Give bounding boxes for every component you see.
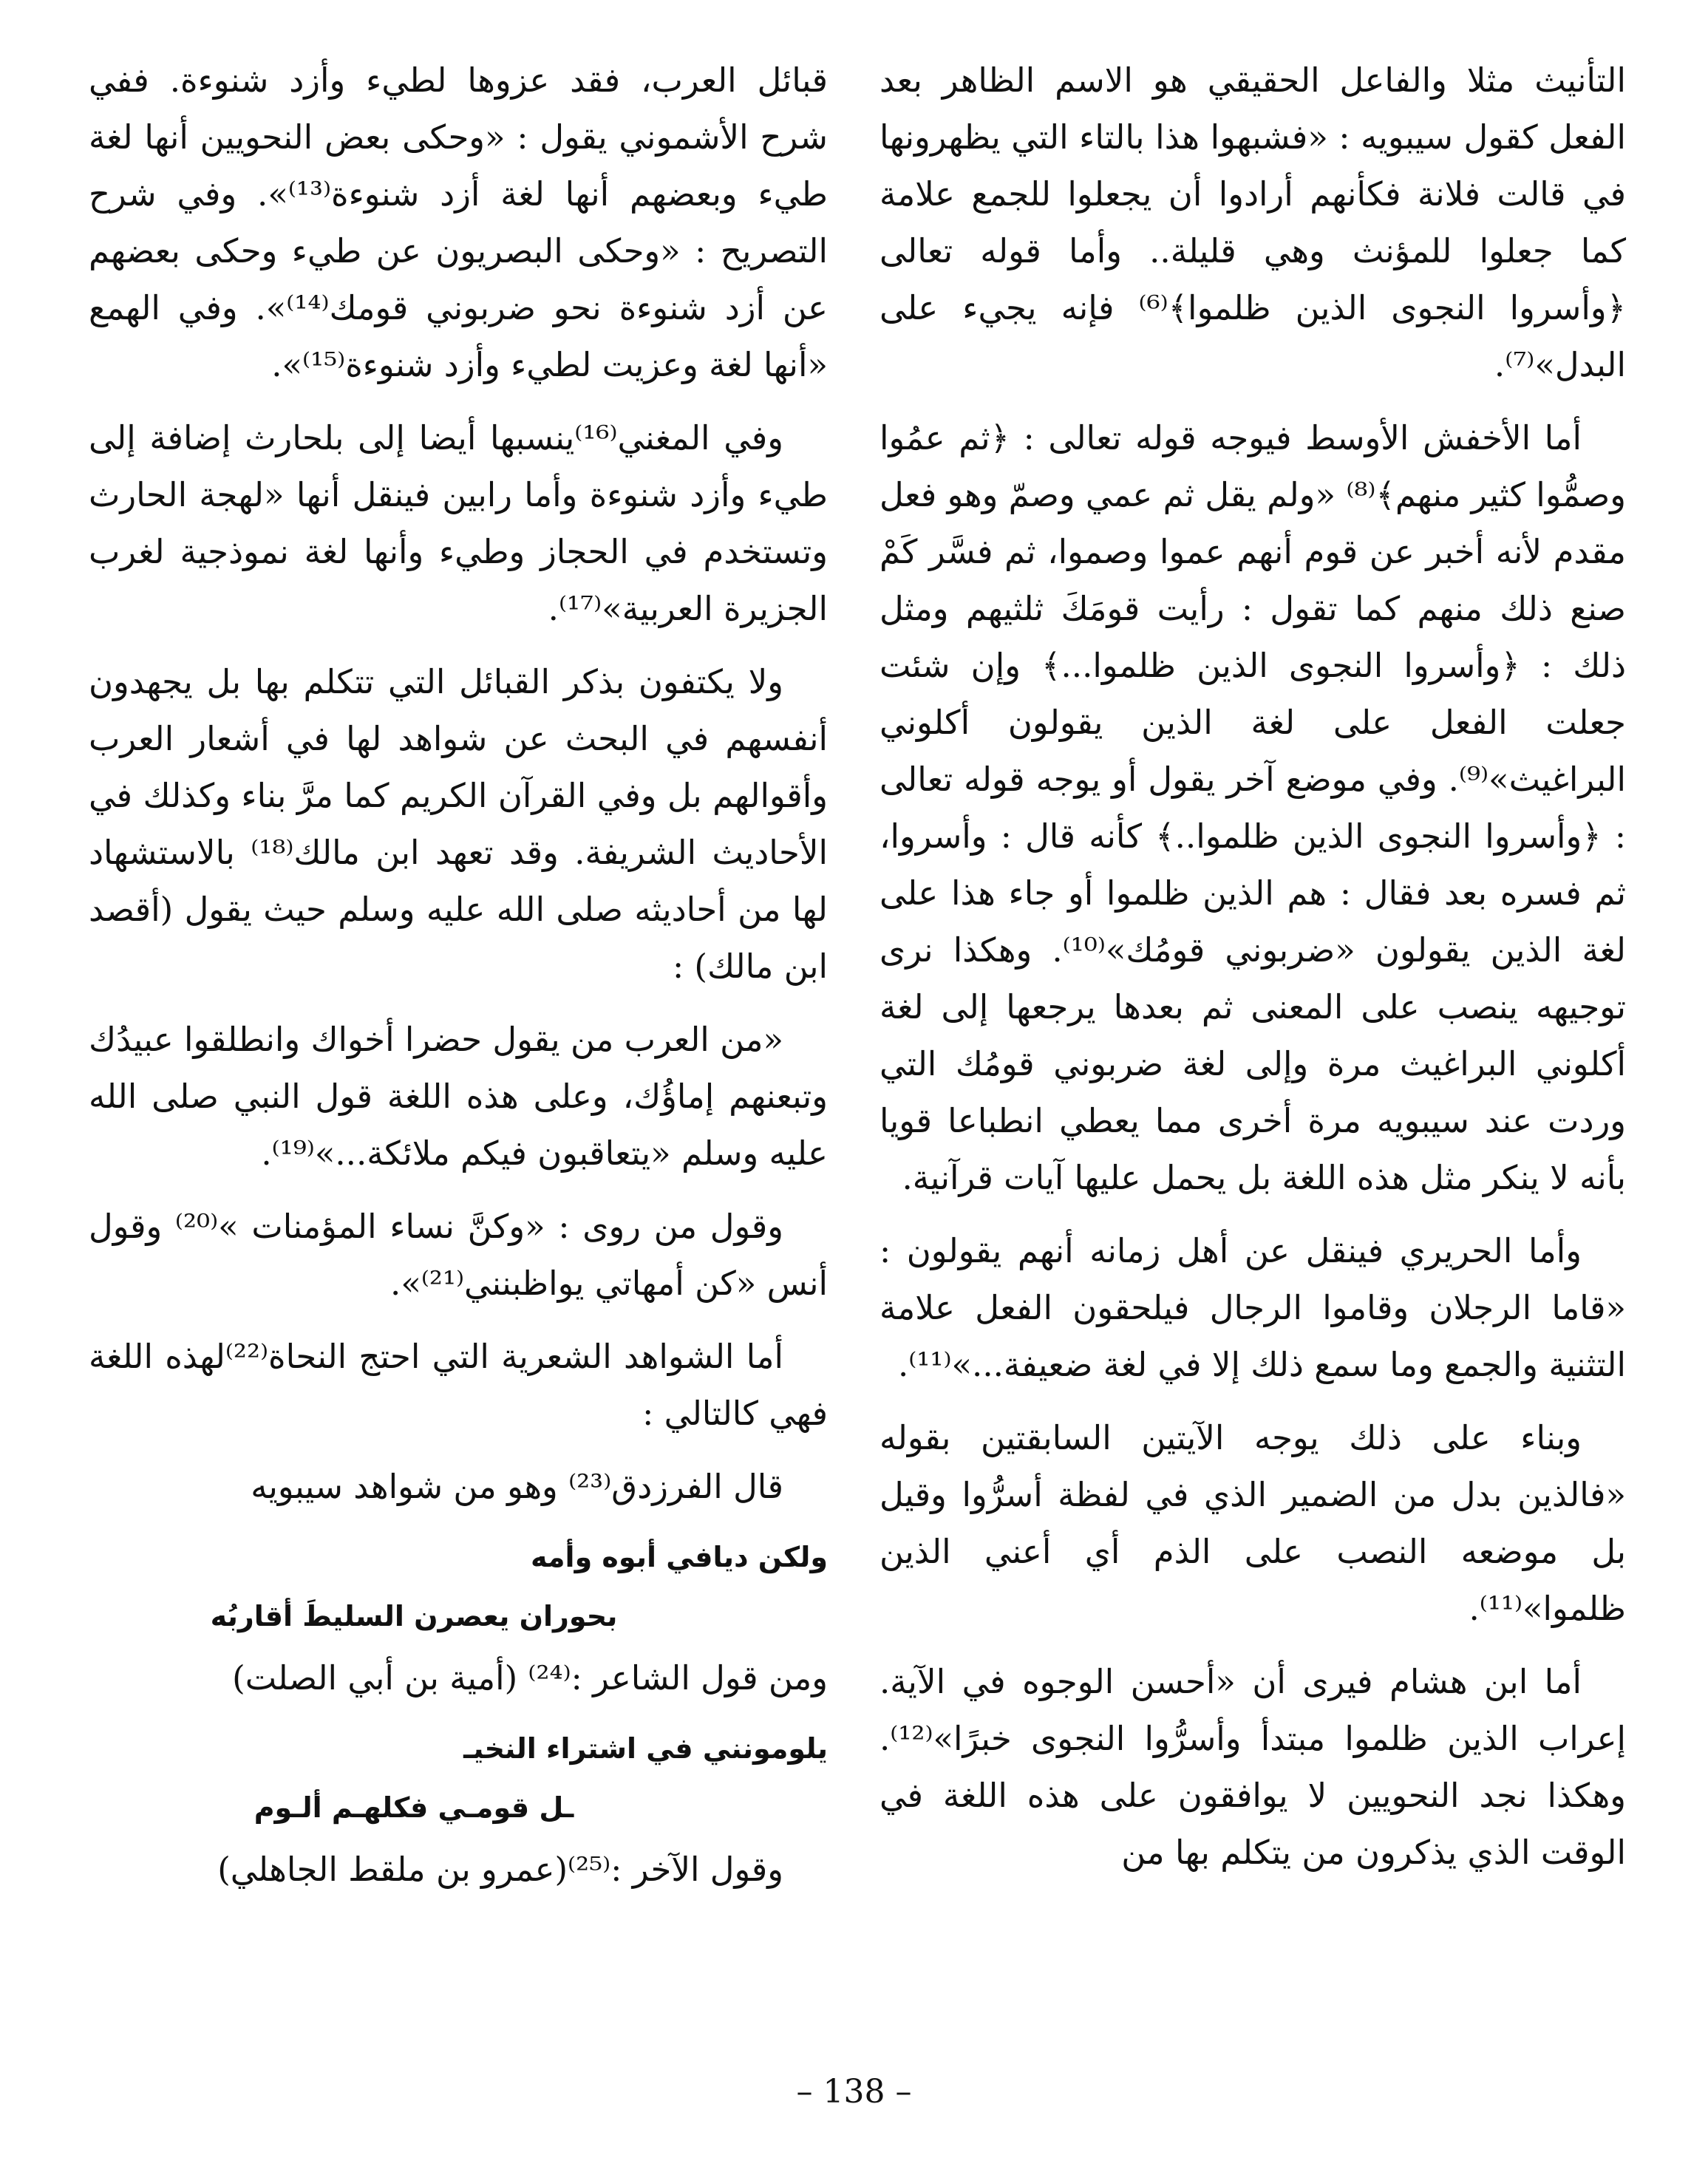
paragraph: أما الشواهد الشعرية التي احتج النحاة⁽²²⁾لهذه اللغة فهي كالتالي : bbox=[89, 1337, 828, 1433]
paragraph: أما الأخفش الأوسط فيوجه قوله تعالى : ﴿ثم عمُوا وصمُّوا كثير منهم﴾⁽⁸⁾ «ولم يقل ثم عمي وصمّ وهو فعل مقدم لأنه أخبر عن قوم أنهم عموا وصموا، ثم فسَّر كَمْ صنع ذلك منهم كما تقول : رأيت قومَكَ ثلثيهم ومثل ذلك : ﴿وأسروا النجوى الذين ظلموا...﴾ وإن شئت جعلت الفعل على لغة الذين يقولون أكلوني البراغيث»⁽⁹⁾. وفي موضع آخر يقول أو يوجه قوله تعالى : ﴿وأسروا النجوى الذين ظلموا..﴾ كأنه قال : وأسروا، ثم فسره بعد فقال : هم الذين ظلموا أو جاء هذا على لغة الذين يقولون «ضربوني قومُك»⁽¹⁰⁾. وهكذا نرى توجيهه ينصب على المعنى ثم بعدها يرجعها إلى لغة أكلوني البراغيث مرة وإلى لغة ضربوني قومُك التي وردت عند سيبويه مرة أخرى مما يعطي انطباعا قويا بأنه لا ينكر مثل هذه اللغة بل يحمل عليها آيات قرآنية. bbox=[879, 418, 1626, 1197]
left-column bbox=[89, 52, 828, 1914]
paragraph: قبائل العرب، فقد عزوها لطيء وأزد شنوءة. ففي شرح الأشموني يقول : «وحكى بعض النحويين أنها لغة طيء وبعضهم أنها لغة أزد شنوءة⁽¹³⁾». وفي شرح التصريح : «وحكى البصريون عن طيء وحكى بعضهم عن أزد شنوءة نحو ضربوني قومك⁽¹⁴⁾». وفي الهمع «أنها لغة وعزيت لطيء وأزد شنوءة⁽¹⁵⁾». bbox=[89, 61, 829, 384]
right-column bbox=[879, 52, 1626, 1897]
verse-line: ـل قومـي فكلهـم ألـوم bbox=[254, 1791, 574, 1824]
paragraph: وقول من روى : «وكنَّ نساء المؤمنات »⁽²⁰⁾ وقول أنس «كن أمهاتي يواظبنني⁽²¹⁾». bbox=[89, 1207, 828, 1303]
verse-line: يلومونني في اشتراء النخيـ bbox=[463, 1732, 828, 1765]
paragraph: وفي المغني⁽¹⁶⁾ينسبها أيضا إلى بلحارث إضافة إلى طيء وأزد شنوءة وأما رابين فينقل أنها «لهجة الحارث وتستخدم في الحجاز وطيء وأنها لغة نموذجية لغرب الجزيرة العربية»⁽¹⁷⁾. bbox=[89, 418, 828, 628]
page-number: – 138 – bbox=[796, 2073, 912, 2111]
paragraph: وبناء على ذلك يوجه الآيتين السابقتين بقوله «فالذين بدل من الضمير الذي في لفظة أسرُّوا وقيل بل موضعه النصب على الذم أي أعني الذين ظلموا»⁽¹¹⁾. bbox=[879, 1418, 1626, 1628]
paragraph: أما ابن هشام فيرى أن «أحسن الوجوه في الآية. إعراب الذين ظلموا مبتدأ وأسرُّوا النجوى خبرًا»⁽¹²⁾. وهكذا نجد النحويين لا يوافقون على هذه اللغة في الوقت الذي يذكرون من يتكلم بها من bbox=[879, 1662, 1626, 1872]
paragraph: وأما الحريري فينقل عن أهل زمانه أنهم يقولون : «قاما الرجلان وقاموا الرجال فيلحقون الفعل علامة التثنية والجمع وما سمع ذلك إلا في لغة ضعيفة...»⁽¹¹⁾. bbox=[879, 1231, 1626, 1384]
paragraph: ولا يكتفون بذكر القبائل التي تتكلم بها بل يجهدون أنفسهم في البحث عن شواهد لها في أشعار العرب وأقوالهم بل وفي القرآن الكريم كما مرَّ بناء وكذلك في الأحاديث الشريفة. وقد تعهد ابن مالك⁽¹⁸⁾ بالاستشهاد لها من أحاديثه صلى الله عليه وسلم حيث يقول (أقصد ابن مالك) : bbox=[89, 662, 828, 986]
verse-line: ولكن ديافي أبوه وأمه bbox=[530, 1541, 828, 1573]
paragraph: قال الفرزدق⁽²³⁾ وهو من شواهد سيبويه bbox=[251, 1467, 783, 1506]
paragraph: ومن قول الشاعر :⁽²⁴⁾ (أمية بن أبي الصلت) bbox=[232, 1658, 828, 1698]
paragraph: «من العرب من يقول حضرا أخواك وانطلقوا عبيدُك وتبعنهم إماؤُك، وعلى هذه اللغة قول النبي صلى الله عليه وسلم «يتعاقبون فيكم ملائكة...»⁽¹⁹⁾. bbox=[89, 1020, 828, 1173]
verse-line: بحوران يعصرن السليطَ أقاربُه bbox=[210, 1600, 618, 1632]
paragraph: وقول الآخر :⁽²⁵⁾(عمرو بن ملقط الجاهلي) bbox=[217, 1850, 783, 1889]
paragraph: التأنيث مثلا والفاعل الحقيقي هو الاسم الظاهر بعد الفعل كقول سيبويه : «فشبهوا هذا بالتاء التي يظهرونها في قالت فلانة فكأنهم أرادوا أن يجعلوا للجمع علامة كما جعلوا للمؤنث وهي قليلة.. وأما قوله تعالى ﴿وأسروا النجوى الذين ظلموا﴾⁽⁶⁾ فإنه يجيء على البدل»⁽⁷⁾. bbox=[879, 61, 1626, 384]
